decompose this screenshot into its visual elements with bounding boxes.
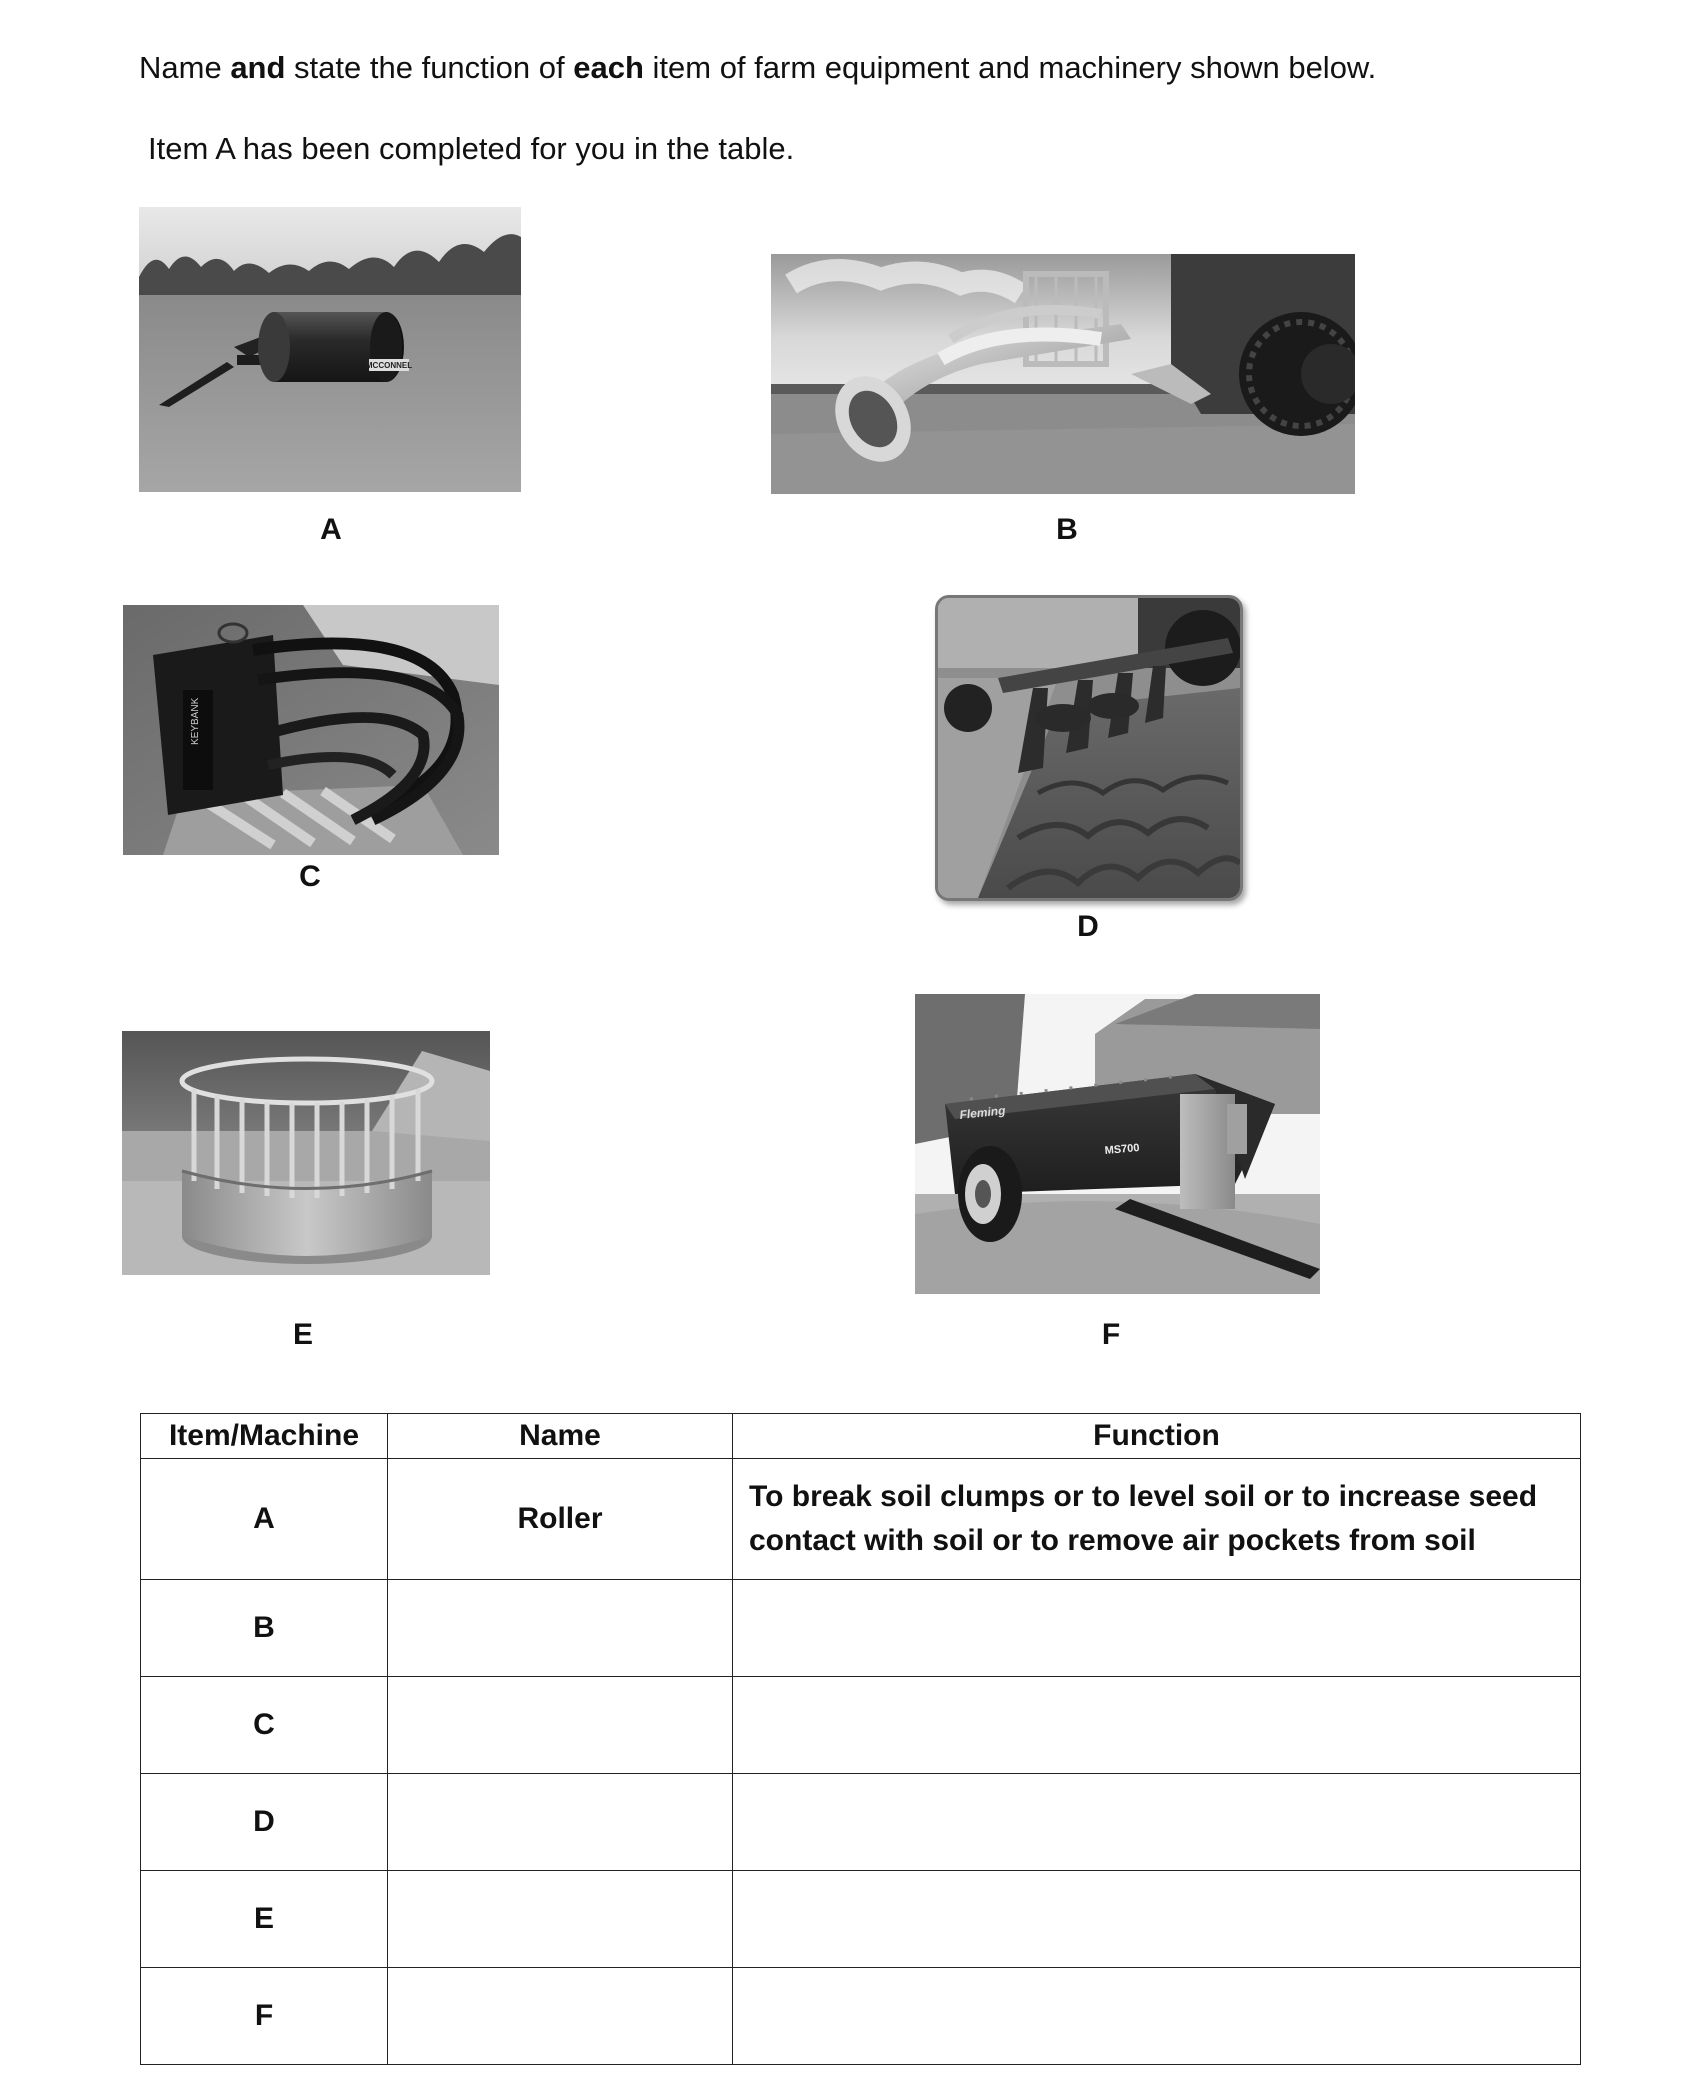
name-cell[interactable]: Roller bbox=[388, 1459, 733, 1580]
header-function: Function bbox=[733, 1414, 1581, 1459]
photo-label-d: D bbox=[1077, 910, 1099, 943]
function-cell[interactable] bbox=[733, 1677, 1581, 1774]
name-cell[interactable] bbox=[388, 1580, 733, 1677]
item-cell: F bbox=[141, 1968, 388, 2065]
post-hole-digger-photo bbox=[771, 254, 1355, 494]
instruction-line-1: Name and state the function of each item of farm equipment and machinery shown below. bbox=[139, 50, 1377, 85]
photo-label-e: E bbox=[292, 1318, 313, 1351]
svg-text:KEYBANK: KEYBANK bbox=[190, 697, 201, 745]
photo-label-c: C bbox=[299, 860, 321, 893]
table-row bbox=[141, 1459, 1581, 1580]
plough-photo bbox=[935, 595, 1243, 901]
bale-grab-photo bbox=[123, 605, 499, 855]
table-row bbox=[141, 1968, 1581, 2065]
table-row bbox=[141, 1871, 1581, 1968]
instruction-line-2: Item A has been completed for you in the table. bbox=[148, 131, 795, 166]
roller-decal: MCCONNEL bbox=[365, 361, 413, 370]
name-cell[interactable] bbox=[388, 1677, 733, 1774]
item-cell: E bbox=[141, 1871, 388, 1968]
header-name: Name bbox=[388, 1414, 733, 1459]
item-cell: B bbox=[141, 1580, 388, 1677]
table-row bbox=[141, 1774, 1581, 1871]
name-cell[interactable] bbox=[388, 1968, 733, 2065]
function-cell[interactable] bbox=[733, 1871, 1581, 1968]
function-cell[interactable]: To break soil clumps or to level soil or to increase seed contact with soil or to remove air pockets from soil bbox=[733, 1459, 1581, 1580]
function-cell[interactable] bbox=[733, 1774, 1581, 1871]
roller-photo bbox=[139, 207, 521, 492]
function-cell[interactable] bbox=[733, 1968, 1581, 2065]
header-item-machine: Item/Machine bbox=[141, 1414, 388, 1459]
name-cell[interactable] bbox=[388, 1871, 733, 1968]
manure-spreader-photo bbox=[915, 994, 1320, 1294]
spreader-model-decal: MS700 bbox=[1104, 1141, 1140, 1157]
table-row bbox=[141, 1677, 1581, 1774]
function-cell[interactable] bbox=[733, 1580, 1581, 1677]
item-cell: A bbox=[141, 1459, 388, 1580]
answer-table bbox=[140, 1413, 1581, 2065]
item-cell: D bbox=[141, 1774, 388, 1871]
item-cell: C bbox=[141, 1677, 388, 1774]
ring-feeder-photo bbox=[122, 1031, 490, 1275]
name-cell[interactable] bbox=[388, 1774, 733, 1871]
photo-label-b: B bbox=[1056, 513, 1078, 546]
photo-label-a: A bbox=[320, 513, 342, 546]
photo-label-f: F bbox=[1101, 1318, 1121, 1351]
spreader-brand-decal: Fleming bbox=[958, 1103, 1007, 1122]
table-row bbox=[141, 1580, 1581, 1677]
